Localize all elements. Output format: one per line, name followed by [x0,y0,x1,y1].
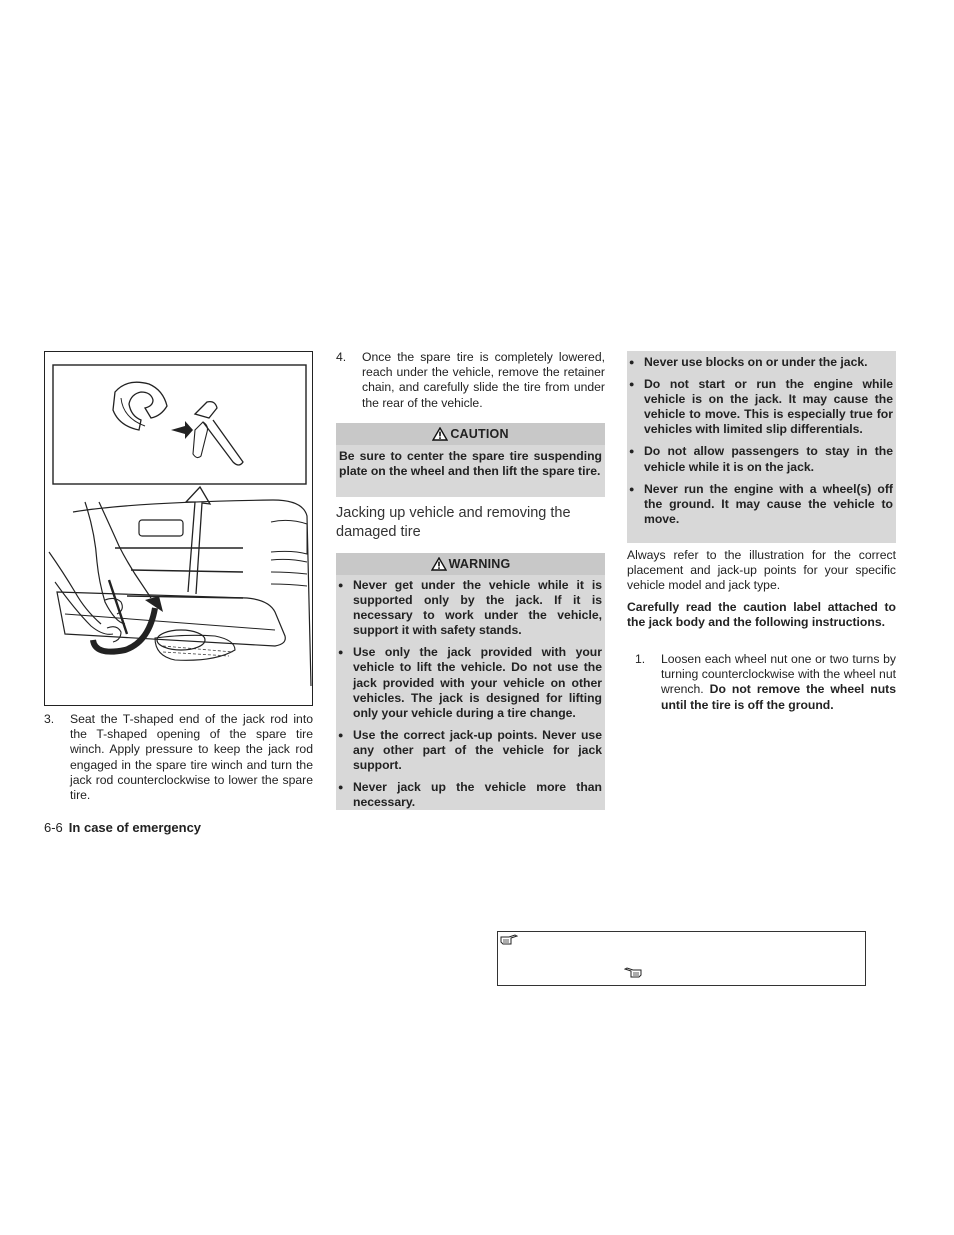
illustration-drawing [45,352,312,705]
step-1 [627,652,896,713]
warning-item: ● Never run the engine with a wheel(s) off the ground. It may cause the vehicle to move. [627,482,893,527]
page-number: 6-6 [44,820,63,835]
pointing-hand-icon [624,967,642,979]
warning-item: ● Do not allow passengers to stay in the vehicle while it is on the jack. [627,444,893,474]
pointing-hand-icon [500,934,518,946]
step-number: 1. [635,652,646,666]
step-3 [44,712,313,803]
warning-item: ● Do not start or run the engine while vehicle is on the jack. It may cause the vehicle to move. This is especially true for vehicles with limited slip differentials. [627,377,893,437]
step-number: 4. [336,350,347,364]
warning-list [336,575,605,810]
warning-continued-list [627,351,896,527]
warning-triangle-icon [431,557,447,571]
warning-continued-box [627,351,896,543]
step-text: Once the spare tire is completely lowered, reach under the vehicle, remove the retainer chain, and carefully slide the tire from under the rear of the vehicle. [362,350,605,410]
warning-header [336,553,605,575]
warning-triangle-icon [432,427,448,441]
warning-item: ● Never use blocks on or under the jack. [627,355,893,370]
warning-item: ● Use the correct jack-up points. Never use any other part of the vehicle for jack support. [336,728,602,773]
warning-item: ● Use only the jack provided with your vehicle to lift the vehicle. Do not use the jack provided with your vehicle on other vehicles. The jack is designed for lifting only your vehicle during a tire change. [336,645,602,720]
step-text: Seat the T-shaped end of the jack rod into the T-shaped opening of the spare tire winch. Apply pressure to keep the jack rod engaged in the spare tire winch and turn the jack rod counterclockwise to lower the spare tire. [70,712,313,803]
warning-box [336,553,605,810]
step-text [661,652,896,713]
warning-title: WARNING [448,557,511,571]
caution-text: Be sure to center the spare tire suspending plate on the wheel and then lift the spare tire. [339,449,602,479]
step-text-bold: Do not remove the wheel nuts until the tire is off the ground. [661,682,897,712]
jack-placement-paragraph: Always refer to the illustration for the correct placement and jack-up points for your specific vehicle model and jack type. [627,548,896,593]
section-heading: Jacking up vehicle and removing the damaged tire [336,505,571,540]
jack-rod-illustration [44,351,313,706]
warning-item: ● Never jack up the vehicle more than necessary. [336,780,602,810]
chapter-title: In case of emergency [68,820,202,835]
caution-header [336,423,605,445]
page-footer [44,820,201,835]
warning-item: ● Never get under the vehicle while it is supported only by the jack. If it is necessary to work under the vehicle, support it with safety stands. [336,578,602,638]
step-text-normal: Loosen each wheel nut one or two turns by turning counterclockwise with the wheel nut wrench. [661,652,896,697]
caution-box [336,423,605,497]
caution-title: CAUTION [450,427,509,441]
step-number: 3. [44,712,55,726]
step-4 [336,350,605,411]
note-box [497,931,866,986]
caution-label-paragraph: Carefully read the caution label attached to the jack body and the following instructions. [627,600,896,630]
